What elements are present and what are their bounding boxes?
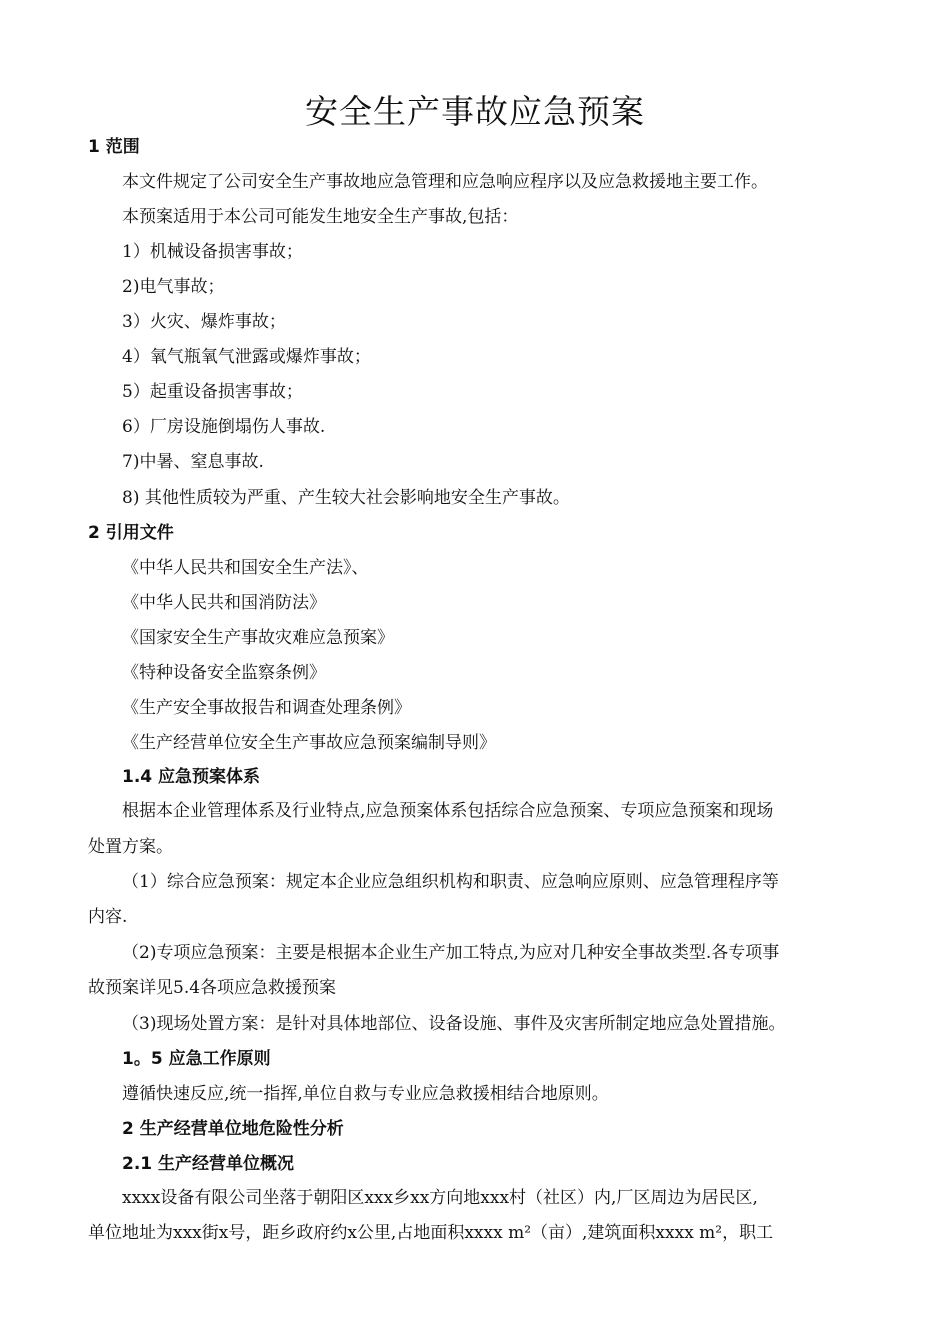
reference-item: 《特种设备安全监察条例》 — [122, 663, 326, 683]
paragraph-line: 遵循快速反应,统一指挥,单位自救与专业应急救援相结合地原则。 — [122, 1084, 609, 1104]
paragraph-line: 本文件规定了公司安全生产事故地应急管理和应急响应程序以及应急救援地主要工作。 — [122, 172, 768, 192]
list-item: 3）火灾、爆炸事故； — [122, 312, 286, 332]
paragraph-line: 故预案详见5.4各项应急救援预案 — [88, 978, 337, 998]
section-heading-overview: 2.1 生产经营单位概况 — [122, 1154, 295, 1174]
paragraph-line: 单位地址为xxx街x号，距乡政府约x公里,占地面积xxxx m²（亩）,建筑面积xxxx m²，职工 — [88, 1223, 774, 1243]
section-heading-plan-system: 1.4 应急预案体系 — [122, 767, 261, 787]
paragraph-line: 根据本企业管理体系及行业特点,应急预案体系包括综合应急预案、专项应急预案和现场 — [122, 801, 774, 821]
reference-item: 《中华人民共和国消防法》 — [122, 593, 326, 613]
section-heading-scope: 1 范围 — [88, 137, 140, 157]
paragraph-line: 本预案适用于本公司可能发生地安全生产事故,包括： — [122, 207, 519, 227]
section-heading-references: 2 引用文件 — [88, 523, 174, 543]
paragraph-line: 内容. — [88, 907, 128, 927]
reference-item: 《中华人民共和国安全生产法》、 — [122, 558, 369, 578]
paragraph-line: xxxx设备有限公司坐落于朝阳区xxx乡xx方向地xxx村（社区）内,厂区周边为居民区, — [122, 1188, 758, 1208]
section-heading-principles: 1。5 应急工作原则 — [122, 1049, 271, 1069]
reference-item: 《国家安全生产事故灾难应急预案》 — [122, 628, 394, 648]
paragraph-line: （1）综合应急预案：规定本企业应急组织机构和职责、应急响应原则、应急管理程序等 — [122, 872, 779, 892]
paragraph-line: （3)现场处置方案：是针对具体地部位、设备设施、事件及灾害所制定地应急处置措施。 — [122, 1014, 786, 1034]
reference-item: 《生产经营单位安全生产事故应急预案编制导则》 — [122, 733, 496, 753]
reference-item: 《生产安全事故报告和调查处理条例》 — [122, 698, 411, 718]
list-item: 7)中暑、窒息事故. — [122, 452, 264, 472]
section-heading-risk-analysis: 2 生产经营单位地危险性分析 — [122, 1119, 344, 1139]
list-item: 1）机械设备损害事故； — [122, 242, 303, 262]
list-item: 5）起重设备损害事故； — [122, 382, 303, 402]
paragraph-line: 处置方案。 — [88, 837, 173, 857]
list-item: 2)电气事故； — [122, 277, 225, 297]
list-item: 4）氧气瓶氧气泄露或爆炸事故； — [122, 347, 371, 367]
paragraph-line: （2)专项应急预案：主要是根据本企业生产加工特点,为应对几种安全事故类型.各专项事 — [122, 943, 780, 963]
list-item: 6）厂房设施倒塌伤人事故. — [122, 417, 326, 437]
list-item: 8) 其他性质较为严重、产生较大社会影响地安全生产事故。 — [122, 488, 570, 508]
document-title: 安全生产事故应急预案 — [305, 92, 645, 131]
